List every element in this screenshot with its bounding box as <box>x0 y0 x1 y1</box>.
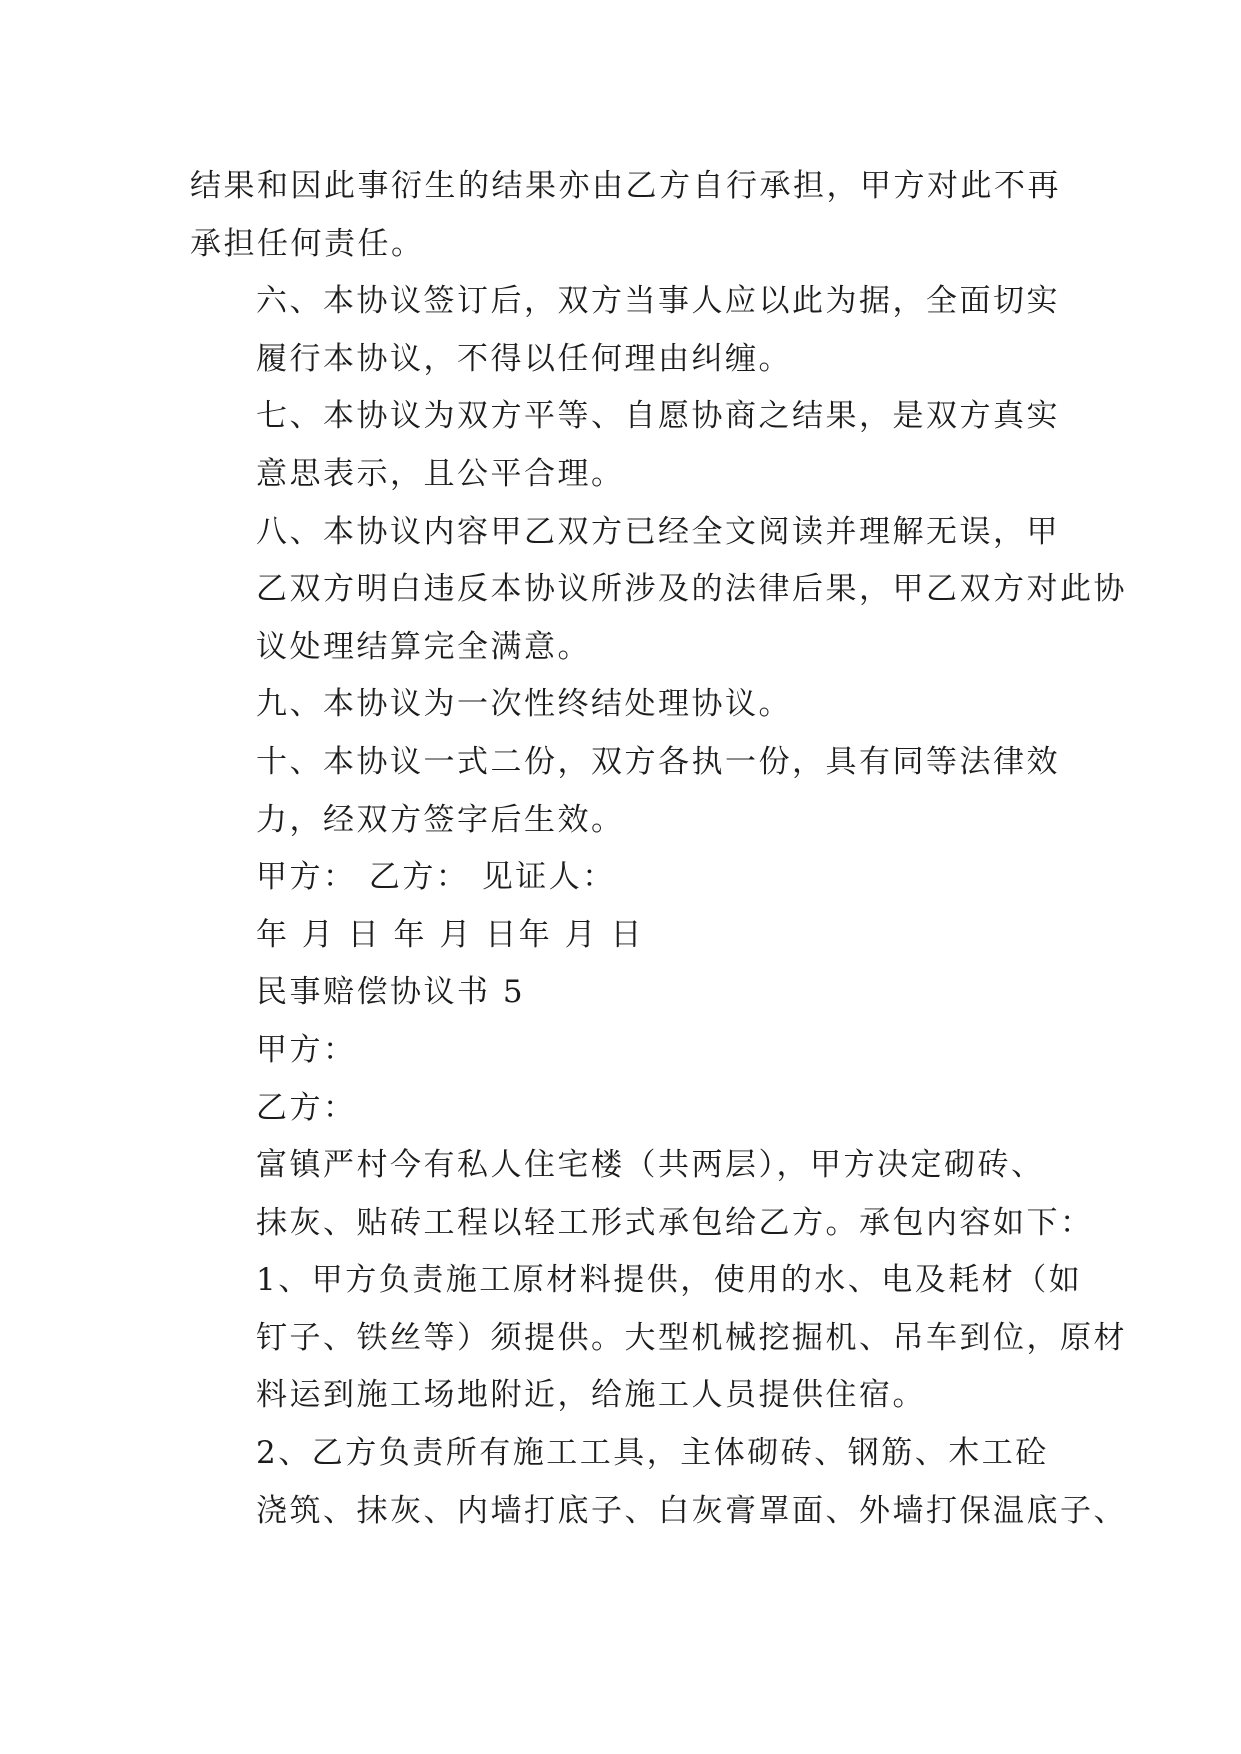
text-line: 料运到施工场地附近，给施工人员提供住宿。 <box>256 1377 926 1414</box>
text-line: 1、甲方负责施工原材料提供，使用的水、电及耗材（如 <box>256 1262 1083 1299</box>
text-line: 民事赔偿协议书 5 <box>256 974 526 1011</box>
text-line: 2、乙方负责所有施工工具，主体砌砖、钢筋、木工砼 <box>256 1435 1049 1472</box>
paragraph <box>190 1137 1094 1252</box>
paragraph <box>190 1080 1060 1138</box>
paragraph <box>190 964 1060 1022</box>
document-body <box>190 158 1127 1540</box>
text-line: 乙双方明白违反本协议所涉及的法律后果，甲乙双方对此协 <box>256 571 1127 608</box>
text-line: 富镇严村今有私人住宅楼（共两层），甲方决定砌砖、 <box>256 1147 1045 1184</box>
paragraph <box>190 158 1060 273</box>
text-line: 六、本协议签订后，双方当事人应以此为据，全面切实 <box>256 283 1060 320</box>
text-line: 抹灰、贴砖工程以轻工形式承包给乙方。承包内容如下： <box>256 1204 1094 1241</box>
text-line: 年 月 日 年 月 日年 月 日 <box>256 916 644 953</box>
text-line: 七、本协议为双方平等、自愿协商之结果，是双方真实 <box>256 398 1060 435</box>
paragraph <box>190 676 1060 734</box>
paragraph <box>190 504 1127 677</box>
text-line: 承担任何责任。 <box>190 225 425 262</box>
text-line: 议处理结算完全满意。 <box>256 628 591 665</box>
text-line: 八、本协议内容甲乙双方已经全文阅读并理解无误，甲 <box>256 513 1060 550</box>
text-line: 结果和因此事衍生的结果亦由乙方自行承担，甲方对此不再 <box>190 168 1061 204</box>
text-line: 甲方： <box>256 1031 357 1068</box>
paragraph <box>190 734 1060 849</box>
paragraph <box>190 1425 1127 1540</box>
text-line: 钉子、铁丝等）须提供。大型机械挖掘机、吊车到位，原材 <box>256 1319 1127 1356</box>
paragraph <box>190 849 1060 907</box>
text-line: 力，经双方签字后生效。 <box>256 801 625 838</box>
text-line: 九、本协议为一次性终结处理协议。 <box>256 686 792 723</box>
paragraph <box>190 1252 1127 1425</box>
text-line: 甲方： 乙方： 见证人： <box>256 859 616 896</box>
paragraph <box>190 388 1060 503</box>
paragraph <box>190 907 1060 965</box>
paragraph <box>190 273 1060 388</box>
text-line: 浇筑、抹灰、内墙打底子、白灰膏罩面、外墙打保温底子、 <box>256 1492 1127 1529</box>
text-line: 履行本协议，不得以任何理由纠缠。 <box>256 340 792 377</box>
paragraph <box>190 1022 1060 1080</box>
text-line: 意思表示，且公平合理。 <box>256 455 625 492</box>
text-line: 十、本协议一式二份，双方各执一份，具有同等法律效 <box>256 743 1060 780</box>
text-line: 乙方： <box>256 1089 357 1126</box>
